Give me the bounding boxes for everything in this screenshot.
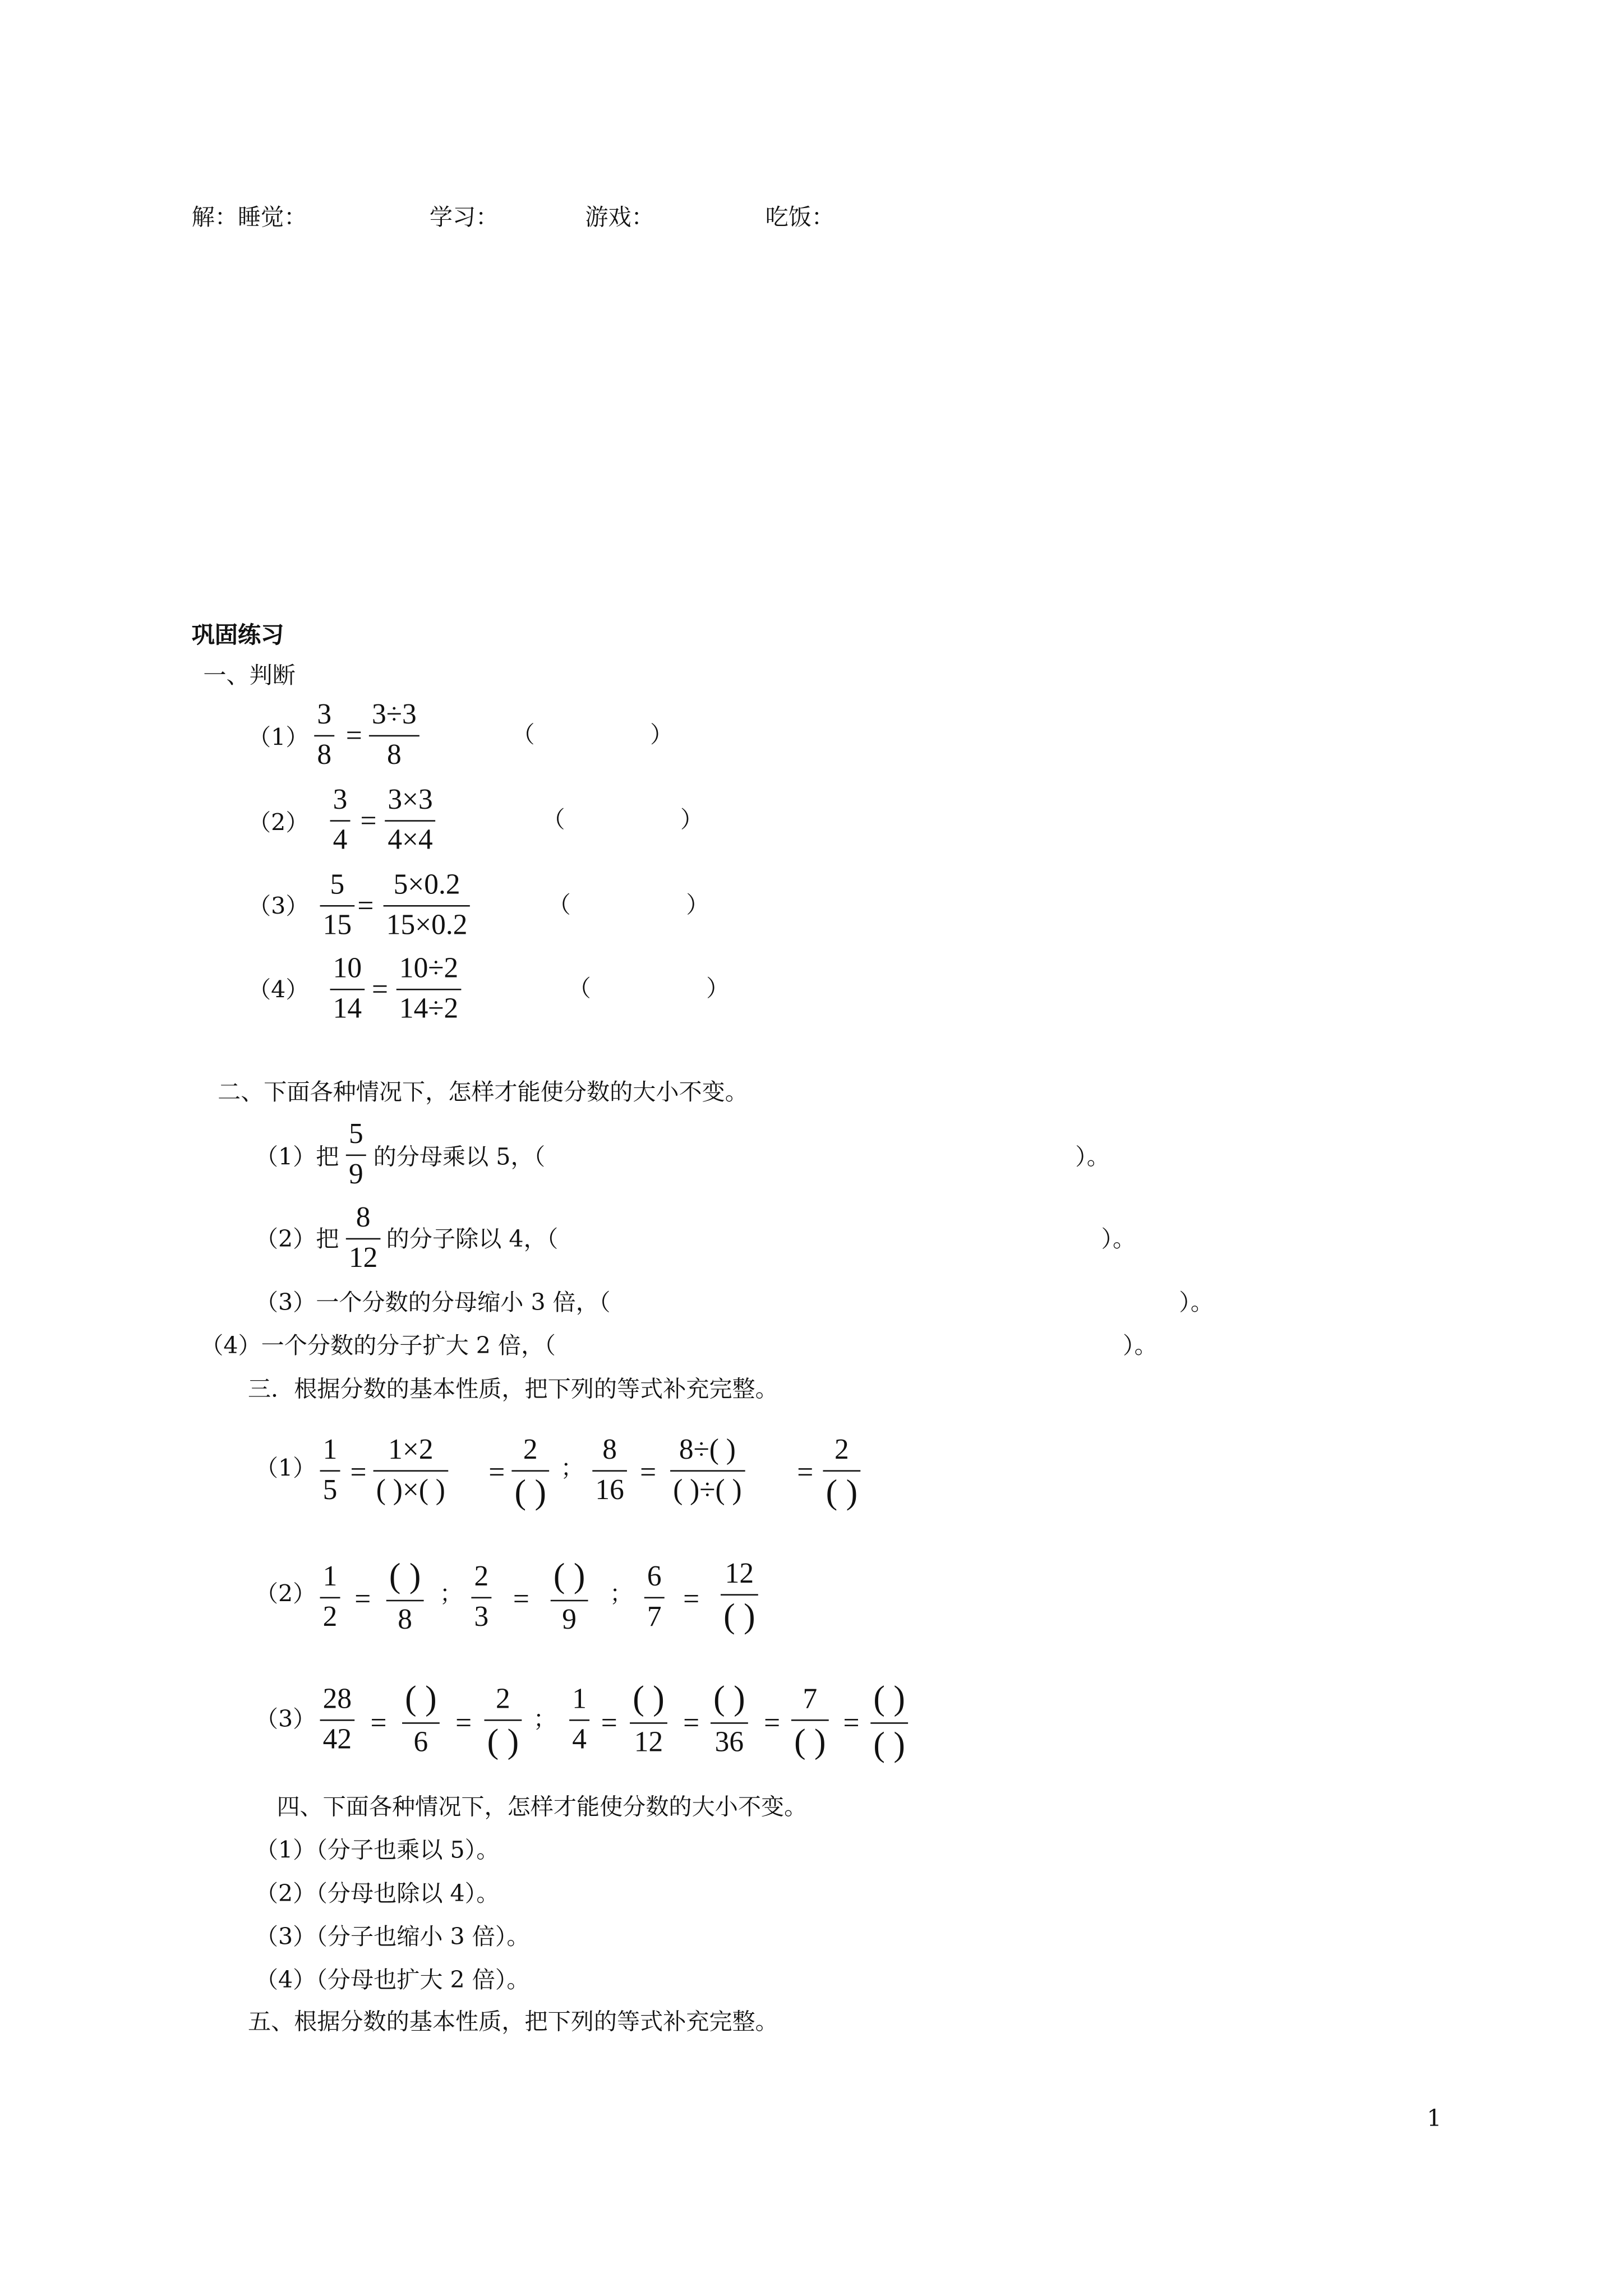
part1-item4-rhs: 10÷2 14÷2 (396, 954, 462, 1023)
equals-sign: = (345, 721, 362, 753)
part1-item1-label: （1） (248, 723, 309, 751)
separator: ； (560, 1454, 584, 1482)
equals-sign: = (455, 1708, 472, 1740)
part3-row2-frac-f: 12 ( ) (721, 1560, 758, 1635)
equals-sign: = (372, 974, 389, 1006)
equals-sign: = (354, 1584, 371, 1616)
equals-sign: = (843, 1708, 860, 1740)
equals-sign: = (640, 1457, 657, 1489)
separator: ； (610, 1579, 633, 1607)
equals-sign: = (360, 805, 377, 838)
part2-item2-text: 的分子除以 4，（ (386, 1225, 559, 1253)
section-title: 巩固练习 (191, 621, 284, 649)
answer-sleep-label: 解：睡觉： (191, 203, 307, 231)
part5-heading: 五、根据分数的基本性质，把下列的等式补充完整。 (248, 2008, 778, 2035)
part1-item1-rhs: 3÷3 8 (369, 700, 419, 769)
part2-item2-prefix: （2）把 (255, 1225, 339, 1253)
part1-heading: 一、判断 (203, 661, 296, 689)
part2-item3-close: ）。 (1179, 1288, 1214, 1316)
part3-row2-frac-b: ( ) 8 (386, 1560, 424, 1635)
page-number: 1 (1427, 2104, 1442, 2132)
part3-row3-frac-f: ( ) 36 (711, 1682, 748, 1757)
part2-item4-close: ）。 (1123, 1331, 1158, 1359)
part1-item2-label: （2） (248, 808, 309, 836)
part3-row2-frac-d: ( ) 9 (551, 1560, 588, 1635)
part4-heading: 四、下面各种情况下，怎样才能使分数的大小不变。 (276, 1793, 808, 1820)
part1-item2-rhs: 3×3 4×4 (385, 786, 436, 855)
part3-row1-frac-d: 8 16 (592, 1436, 627, 1505)
separator: ； (533, 1705, 557, 1733)
part3-row3-frac-d: 1 4 (569, 1685, 589, 1754)
part1-item3-rhs: 5×0.2 15×0.2 (384, 870, 471, 939)
answer-eat-label: 吃饭： (765, 203, 835, 231)
part1-item3-lhs: 5 15 (320, 870, 355, 939)
part3-row1-label: （1） (255, 1454, 316, 1482)
part2-heading: 二、下面各种情况下，怎样才能使分数的大小不变。 (218, 1078, 748, 1106)
part3-row3-frac-b: ( ) 6 (402, 1682, 440, 1757)
part1-item1-lhs: 3 8 (314, 700, 334, 769)
part3-row1-frac-c: 2 ( ) (511, 1436, 549, 1511)
equals-sign: = (370, 1708, 387, 1740)
part3-heading: 三．根据分数的基本性质，把下列的等式补充完整。 (248, 1375, 778, 1403)
answer-game-label: 游戏： (585, 203, 654, 231)
part1-item3-label: （3） (248, 892, 309, 920)
equals-sign: = (683, 1708, 700, 1740)
part1-item3-answer: （ ） (547, 891, 709, 919)
part2-item1-prefix: （1）把 (255, 1143, 339, 1170)
equals-sign: = (683, 1584, 700, 1616)
part2-item1-close: ）。 (1075, 1143, 1110, 1170)
part2-item4-text: （4）一个分数的分子扩大 2 倍，（ (200, 1331, 556, 1359)
part4-answer-3: （3）（分子也缩小 3 倍）。 (255, 1922, 530, 1951)
part2-item3-text: （3）一个分数的分母缩小 3 倍，（ (255, 1288, 611, 1316)
part3-row3-frac-h: ( ) ( ) (870, 1682, 908, 1763)
equals-sign: = (350, 1457, 367, 1489)
equals-sign: = (601, 1708, 617, 1740)
part2-item1-text: 的分母乘以 5，（ (373, 1143, 546, 1170)
part3-row2-label: （2） (255, 1579, 316, 1607)
part2-item1-fraction: 5 9 (346, 1120, 366, 1189)
part1-item4-answer: （ ） (568, 974, 730, 1002)
part2-item2-close: ）。 (1101, 1225, 1136, 1253)
part1-item4-lhs: 10 14 (330, 954, 365, 1023)
part1-item4-label: （4） (248, 975, 309, 1003)
part3-row2-frac-c: 2 3 (471, 1562, 491, 1631)
part3-row1-frac-f: 2 ( ) (823, 1436, 860, 1511)
part3-row3-frac-c: 2 ( ) (485, 1685, 522, 1760)
part4-answer-4: （4）（分母也扩大 2 倍）。 (255, 1966, 530, 1994)
part3-row1-frac-b: 1×2 ( )×( ) (374, 1436, 448, 1505)
part1-item1-answer: （ ） (511, 721, 674, 748)
part3-row3-frac-a: 28 42 (320, 1685, 355, 1754)
answer-study-label: 学习： (429, 203, 499, 231)
equals-sign: = (797, 1457, 814, 1489)
equals-sign: = (764, 1708, 781, 1740)
part1-item2-lhs: 3 4 (330, 786, 351, 855)
part4-answer-1: （1）（分子也乘以 5）。 (255, 1836, 500, 1864)
part2-item2-fraction: 8 12 (346, 1204, 381, 1273)
part3-row2-frac-e: 6 7 (644, 1562, 665, 1631)
part3-row3-frac-e: ( ) 12 (630, 1682, 667, 1757)
equals-sign: = (357, 891, 374, 923)
part3-row3-frac-g: 7 ( ) (791, 1685, 829, 1760)
separator: ； (439, 1579, 463, 1607)
part3-row1-frac-a: 1 5 (320, 1436, 340, 1505)
part1-item2-answer: （ ） (542, 805, 704, 833)
equals-sign: = (513, 1584, 529, 1616)
part4-answer-2: （2）（分母也除以 4）。 (255, 1879, 500, 1907)
equals-sign: = (488, 1457, 505, 1489)
part3-row2-frac-a: 1 2 (320, 1562, 340, 1631)
part3-row1-frac-e: 8÷( ) ( )÷( ) (670, 1436, 745, 1505)
part3-row3-label: （3） (255, 1705, 316, 1733)
